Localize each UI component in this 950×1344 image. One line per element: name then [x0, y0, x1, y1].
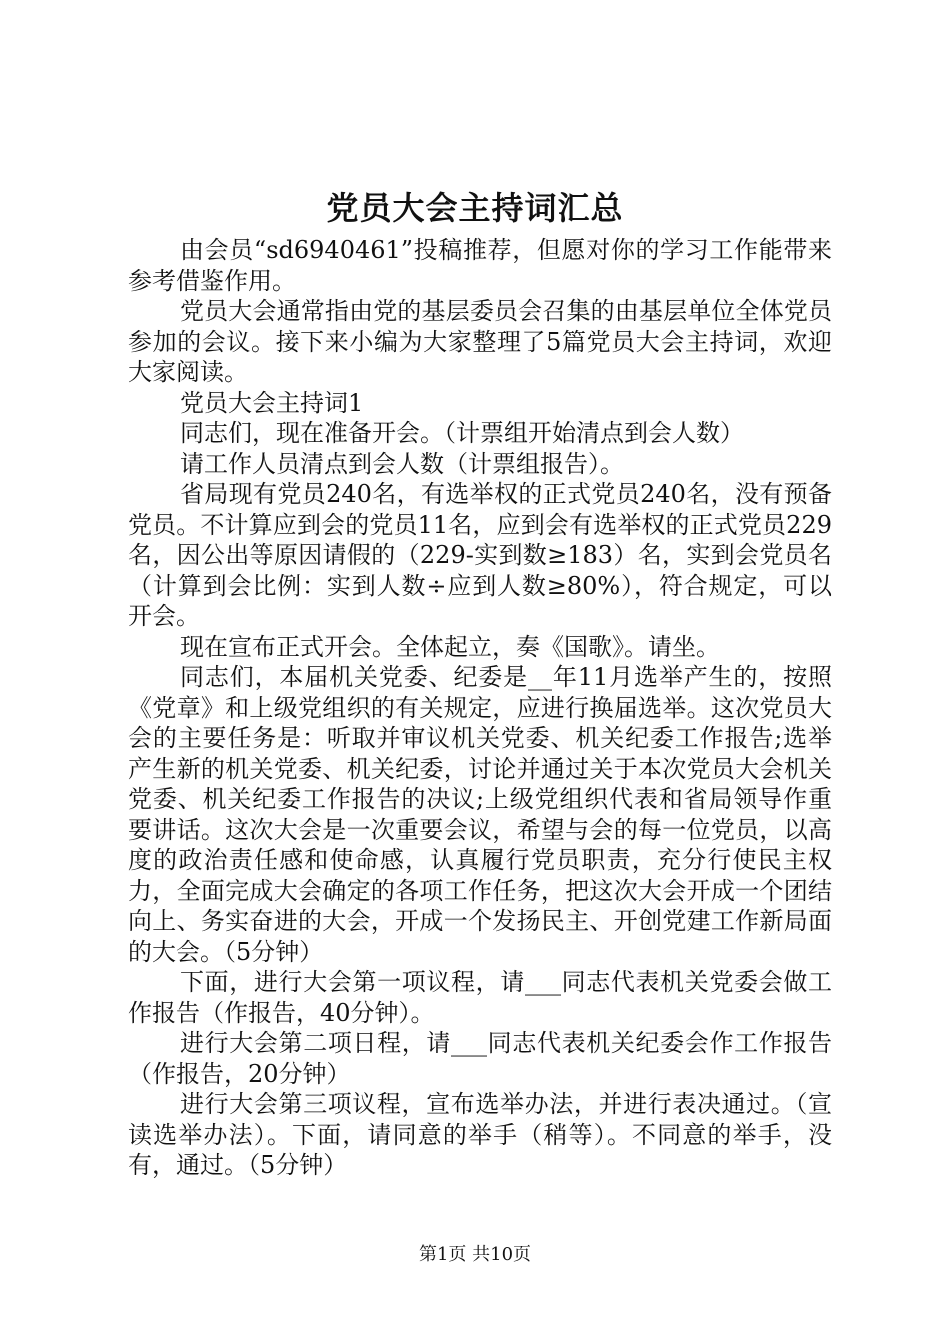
- section-heading: 党员大会主持词1: [180, 388, 364, 417]
- page-number-footer: 第1页 共10页: [418, 1244, 532, 1265]
- paragraph: 请工作人员清点到会人数（计票组报告）。: [180, 449, 624, 478]
- paragraph: 进行大会第二项日程，请___同志代表机关纪委会作工作报告（作报告，20分钟）: [128, 1029, 832, 1088]
- paragraph: 现在宣布正式开会。全体起立，奏《国歌》。请坐。: [180, 632, 720, 661]
- paragraph: 同志们，现在准备开会。（计票组开始清点到会人数）: [180, 419, 744, 447]
- paragraph: 同志们，本届机关党委、纪委是__年11月选举产生的，按照《党章》和上级党组织的有关规定，应进行换届选举。这次党员大会的主要任务是：听取并审议机关党委、机关纪委工作报告;选举产生新的机关党委、机关纪委，讨论并通过关于本次党员大会机关党委、机关纪委工作报告的决议;上级党组织代表和省局领导作重要讲话。这次大会是一次重要会议，希望与会的每一位党员，以高度的政治责任感和使命感，认真履行党员职责，充分行使民主权力，全面完成大会确定的各项工作任务，把这次大会开成一个团结向上、务实奋进的大会，开成一个发扬民主、开创党建工作新局面的大会。（5分钟）: [128, 663, 832, 966]
- paragraph: 省局现有党员240名，有选举权的正式党员240名，没有预备党员。不计算应到会的党员11名，应到会有选举权的正式党员229名，因公出等原因请假的（229-实到数≥183）名，实到会党员名（计算到会比例：实到人数÷应到人数≥80%），符合规定，可以开会。: [128, 480, 832, 630]
- document-body: [128, 235, 832, 1181]
- paragraph: 进行大会第三项议程，宣布选举办法，并进行表决通过。（宣读选举办法）。下面，请同意的举手（稍等）。不同意的举手，没有，通过。（5分钟）: [128, 1090, 832, 1179]
- document-title: 党员大会主持词汇总: [326, 189, 624, 227]
- paragraph: 党员大会通常指由党的基层委员会召集的由基层单位全体党员参加的会议。接下来小编为大家整理了5篇党员大会主持词，欢迎大家阅读。: [128, 297, 832, 386]
- paragraph: 由会员“sd6940461”投稿推荐，但愿对你的学习工作能带来参考借鉴作用。: [128, 236, 832, 295]
- paragraph: 下面，进行大会第一项议程，请___同志代表机关党委会做工作报告（作报告，40分钟）。: [128, 968, 832, 1027]
